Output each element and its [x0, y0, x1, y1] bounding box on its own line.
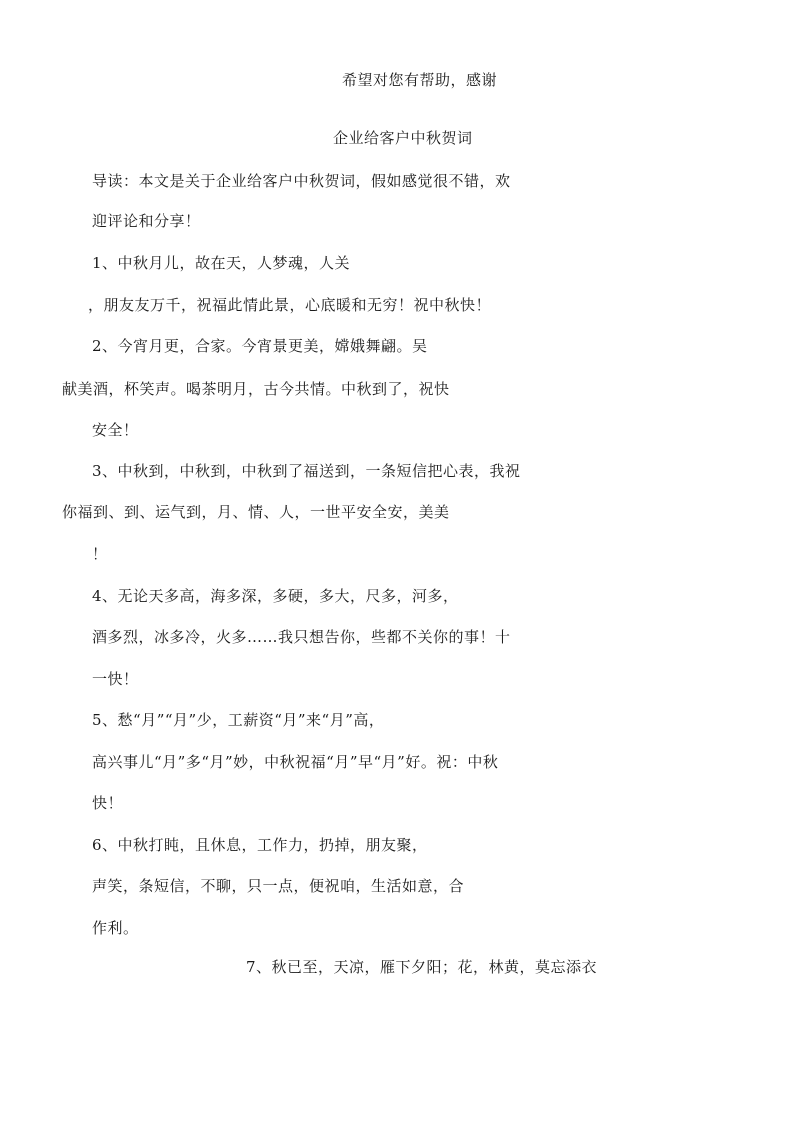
- text-line: 7、秋已至，天凉，雁下夕阳；花，林黄，莫忘添衣: [246, 958, 598, 976]
- page-title: 企业给客户中秋贺词: [333, 129, 473, 147]
- text-line: 献美酒，杯笑声。喝茶明月，古今共情。中秋到了，祝快: [62, 380, 450, 398]
- text-line: 迎评论和分享！: [92, 212, 201, 230]
- text-line: 一快！: [92, 670, 139, 688]
- text-line: 高兴事儿“月”多“月”妙，中秋祝福“月”早“月”好。祝：中秋: [92, 753, 499, 771]
- text-line: 2、今宵月更，合家。今宵景更美，嫦娥舞翩。吴: [92, 337, 428, 355]
- text-line: 4、无论天多高，海多深，多硬，多大，尺多，河多，: [92, 587, 459, 605]
- text-line: 6、中秋打盹，且休息，工作力，扔掉，朋友聚，: [92, 836, 428, 854]
- text-line: 你福到、到、运气到，月、情、人，一世平安全安，美美: [62, 503, 450, 521]
- text-line: 导读：本文是关于企业给客户中秋贺词，假如感觉很不错，欢: [92, 172, 511, 190]
- header-note: 希望对您有帮助，感谢: [342, 71, 498, 89]
- text-line: 快！: [92, 794, 124, 812]
- text-line: 1、中秋月儿，故在天，人梦魂，人关: [92, 254, 351, 272]
- text-line: ，朋友友万千，祝福此情此景，心底暖和无穷！祝中秋快！: [88, 296, 492, 314]
- text-line: 酒多烈，冰多冷，火多……我只想告你，些都不关你的事！十: [92, 628, 511, 646]
- text-line: 声笑，条短信，不聊，只一点，便祝咱，生活如意，合: [92, 877, 465, 895]
- text-line: 5、愁“月”“月”少，工薪资“月”来“月”高，: [92, 711, 385, 729]
- text-line: 3、中秋到，中秋到，中秋到了福送到，一条短信把心表，我祝: [92, 462, 521, 480]
- text-line: ！: [92, 545, 108, 563]
- text-line: 安全！: [92, 421, 139, 439]
- text-line: 作利。: [92, 919, 139, 937]
